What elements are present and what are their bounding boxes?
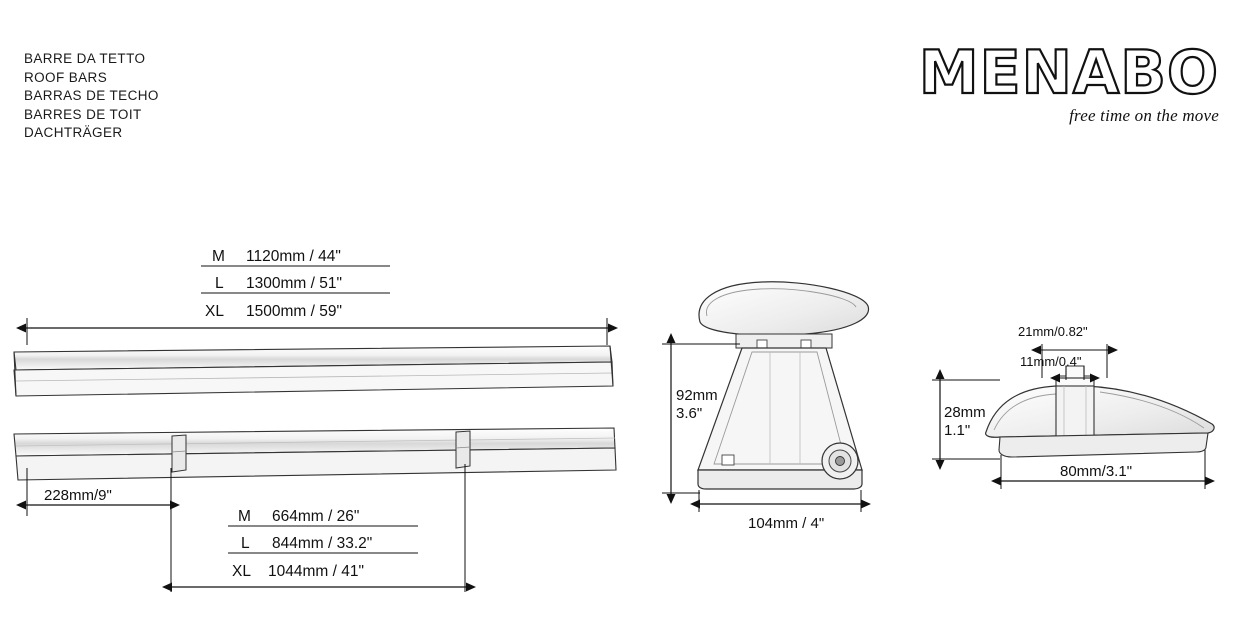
bar-length-row-1-value: 1300mm / 51" bbox=[246, 275, 342, 292]
profile-slot-width-label: 11mm/0.4" bbox=[1020, 354, 1082, 369]
profile-top-width-label: 21mm/0.82" bbox=[1018, 324, 1088, 339]
foot-front-view bbox=[698, 282, 868, 489]
foot-spacing-table bbox=[228, 508, 418, 580]
foot-height-label: 92mm bbox=[676, 387, 718, 404]
foot-spacing-row-0-value: 664mm / 26" bbox=[272, 508, 360, 525]
roof-bar-plan-view bbox=[14, 428, 616, 480]
bar-length-row-0-value: 1120mm / 44" bbox=[246, 248, 341, 265]
foot-height-inch-label: 3.6" bbox=[676, 405, 703, 422]
foot-spacing-row-1-size: L bbox=[241, 535, 250, 552]
overhang-dimension bbox=[26, 468, 171, 592]
profile-height-inch-label: 1.1" bbox=[944, 422, 971, 439]
bar-length-row-2-size: XL bbox=[205, 303, 224, 320]
bar-length-dimension bbox=[26, 318, 608, 345]
title-es: BARRAS DE TECHO bbox=[24, 88, 159, 103]
foot-width-label: 104mm / 4" bbox=[748, 515, 825, 532]
brand-wordmark: MENABO bbox=[918, 38, 1219, 108]
bar-length-row-1-size: L bbox=[215, 275, 224, 292]
overhang-label: 228mm/9" bbox=[44, 487, 112, 504]
foot-spacing-row-1-value: 844mm / 33.2" bbox=[272, 535, 373, 552]
title-it: BARRE DA TETTO bbox=[24, 51, 146, 66]
title-fr: BARRES DE TOIT bbox=[24, 106, 142, 122]
profile-height-label: 28mm bbox=[944, 404, 986, 421]
foot-spacing-row-2-size: XL bbox=[232, 563, 251, 580]
brand-tagline: free time on the move bbox=[1069, 106, 1219, 125]
profile-height-dimension bbox=[932, 379, 1000, 460]
roof-bar-side-view bbox=[14, 346, 613, 396]
foot-width-dimension bbox=[699, 490, 861, 532]
foot-spacing-row-2-value: 1044mm / 41" bbox=[268, 563, 364, 580]
title-en: ROOF BARS bbox=[24, 69, 108, 85]
profile-base-width-label: 80mm/3.1" bbox=[1060, 463, 1133, 480]
bar-length-row-0-size: M bbox=[212, 248, 225, 265]
foot-spacing-row-0-size: M bbox=[238, 508, 251, 525]
profile-top-width-dimension bbox=[1018, 324, 1108, 378]
bar-length-row-2-value: 1500mm / 59" bbox=[246, 303, 342, 320]
bar-profile-section bbox=[986, 366, 1214, 457]
bar-length-table bbox=[201, 248, 390, 320]
title-de: DACHTRÄGER bbox=[24, 125, 123, 140]
